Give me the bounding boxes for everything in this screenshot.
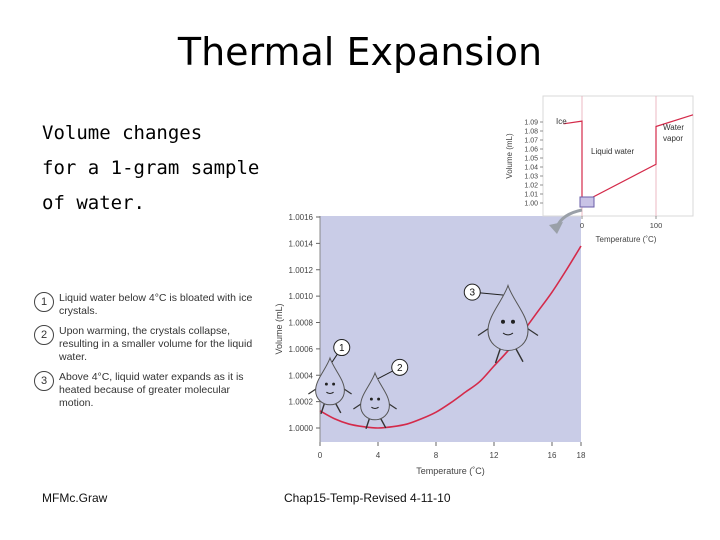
- inset-region-label: Water: [663, 123, 685, 132]
- y-tick-label: 1.0006: [288, 344, 313, 354]
- droplet-eye: [325, 383, 328, 386]
- x-tick-label: 0: [317, 451, 323, 460]
- y-tick-label: 1.0010: [288, 292, 313, 302]
- inset-y-tick-label: 1.07: [524, 137, 538, 145]
- inset-y-tick-label: 1.00: [524, 200, 538, 208]
- droplet-eye: [370, 398, 373, 401]
- note-text: Liquid water below 4°C is bloated with ice crystals.: [59, 292, 253, 317]
- plot-area: [320, 216, 581, 442]
- inset-x-tick-label: 100: [649, 221, 663, 230]
- inset-x-axis-label: Temperature (˚C): [595, 235, 657, 244]
- y-tick-label: 1.0012: [288, 265, 313, 275]
- inset-y-tick-label: 1.06: [524, 146, 538, 154]
- callout-label: 2: [396, 362, 403, 374]
- inset-y-tick-label: 1.01: [524, 191, 538, 199]
- callout-label: 3: [469, 287, 476, 299]
- droplet-eye: [377, 398, 380, 401]
- y-axis-label: Volume (mL): [274, 303, 284, 355]
- x-tick-label: 16: [547, 451, 557, 460]
- inset-y-axis-label: Volume (mL): [505, 133, 514, 179]
- zoom-region-box: [580, 197, 594, 207]
- x-tick-label: 12: [489, 451, 499, 460]
- inset-region-label: Liquid water: [591, 147, 635, 156]
- main-volume-chart: [274, 213, 586, 476]
- droplet-eye: [501, 320, 505, 324]
- inset-frame: [543, 96, 693, 216]
- intro-line: of water.: [42, 192, 145, 214]
- droplet-eye: [332, 383, 335, 386]
- inset-region-label: Ice: [556, 117, 567, 126]
- inset-y-tick-label: 1.09: [524, 119, 538, 127]
- intro-line: for a 1-gram sample: [42, 157, 260, 179]
- x-tick-label: 8: [433, 451, 439, 460]
- note-text: Upon warming, the crystals collapse, resulting in a smaller volume for the liquid water.: [59, 325, 253, 363]
- slide-title: Thermal Expansion: [177, 30, 543, 74]
- footer-author: MFMc.Graw: [42, 491, 108, 505]
- inset-region-label: vapor: [663, 134, 684, 143]
- inset-x-tick-label: 0: [579, 221, 585, 230]
- note-number: 2: [34, 325, 54, 345]
- inset-y-tick-label: 1.02: [524, 182, 538, 190]
- x-tick-label: 18: [576, 451, 586, 460]
- y-tick-label: 1.0008: [288, 318, 313, 328]
- note-text: Above 4°C, liquid water expands as it is heated because of greater molecular motion.: [59, 371, 244, 409]
- x-tick-label: 4: [375, 451, 381, 460]
- y-tick-label: 1.0016: [288, 213, 313, 222]
- inset-y-tick-label: 1.08: [524, 128, 538, 136]
- droplet-eye: [511, 320, 515, 324]
- note-number: 1: [34, 292, 54, 312]
- callout-label: 1: [338, 343, 345, 355]
- y-tick-label: 1.0004: [288, 371, 313, 381]
- inset-y-tick-label: 1.03: [524, 173, 538, 181]
- y-tick-label: 1.0000: [288, 424, 313, 433]
- y-tick-label: 1.0002: [288, 397, 313, 407]
- x-axis-label: Temperature (˚C): [416, 466, 485, 476]
- y-tick-label: 1.0014: [288, 239, 313, 249]
- footer-chapter: Chap15-Temp-Revised 4-11-10: [284, 491, 451, 505]
- inset-y-tick-label: 1.04: [524, 164, 538, 172]
- note-number: 3: [34, 371, 54, 391]
- inset-y-tick-label: 1.05: [524, 155, 538, 163]
- intro-line: Volume changes: [42, 122, 203, 144]
